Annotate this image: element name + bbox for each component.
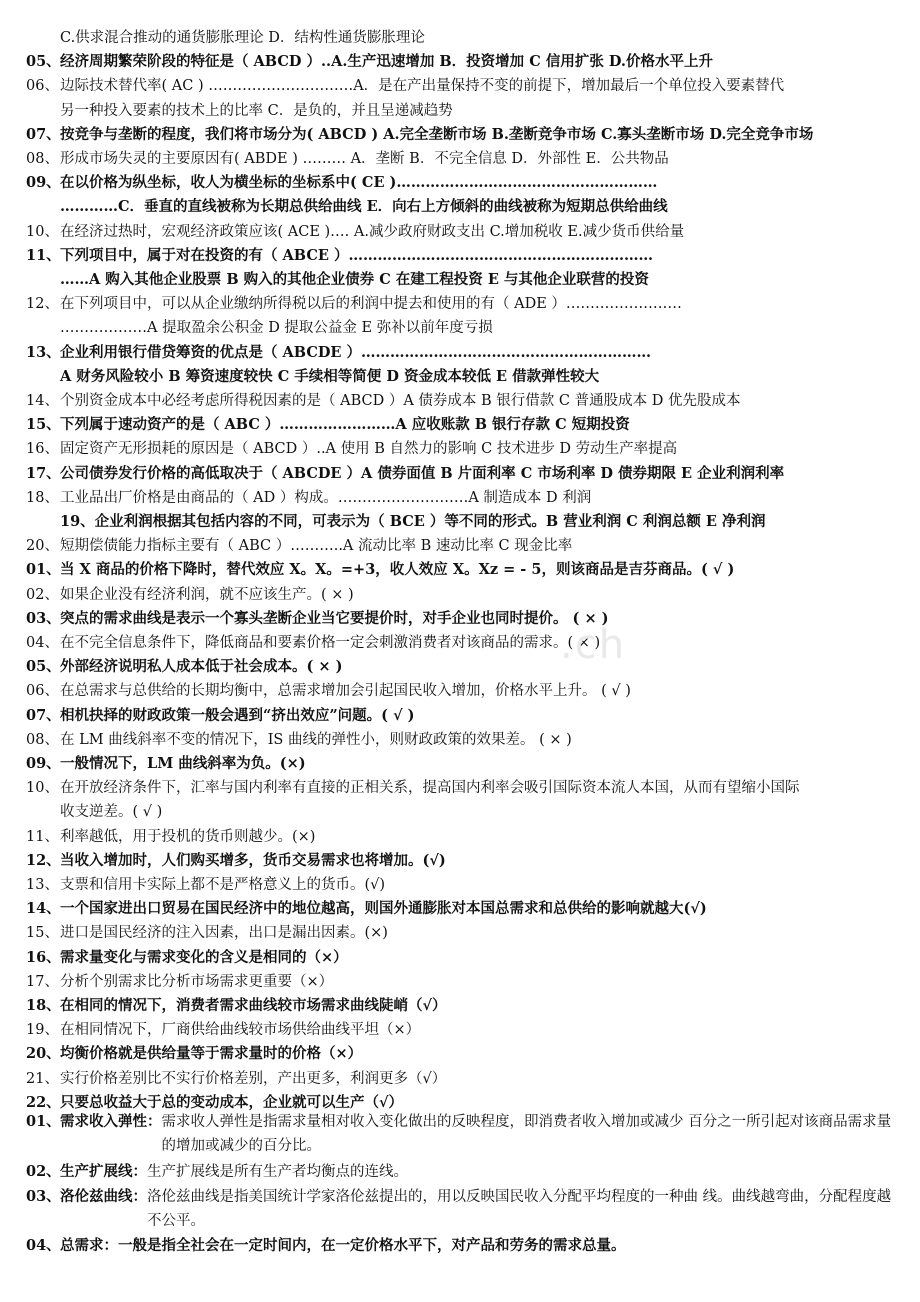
line-text: 如果企业没有经济利润，就不应该生产。( × )	[60, 586, 354, 603]
item-number: 01、	[26, 1113, 61, 1130]
line-text: 另一种投入要素的技术上的比率 C．是负的，并且呈递减趋势	[60, 102, 453, 119]
document-line	[26, 921, 902, 945]
line-text: ………………A 提取盈余公积金 D 提取公益金 E 弥补以前年度亏损	[60, 320, 493, 337]
line-text: 相机抉择的财政政策一般会遇到“挤出效应”问题。( √ )	[60, 706, 415, 724]
line-text: 在相同情况下，厂商供给曲线较市场供给曲线平坦（×）	[60, 1022, 421, 1039]
item-number: 15、	[26, 925, 59, 942]
document-line	[26, 50, 902, 74]
document-line	[26, 341, 902, 365]
line-text: 突点的需求曲线是表示一个寡头垄断企业当它要提价时，对手企业也同时提价。 ( × )	[60, 609, 609, 627]
line-text: 收支逆差。( √ )	[60, 804, 163, 821]
item-number: 17、	[26, 464, 61, 482]
line-text: 均衡价格就是供给量等于需求量时的价格（×）	[60, 1045, 363, 1063]
item-number: 08、	[26, 151, 59, 167]
item-number: 04、	[26, 635, 59, 651]
line-text: 在不完全信息条件下，降低商品和要素价格一定会刺激消费者对该商品的需求。( × )	[60, 635, 601, 651]
document-line	[26, 462, 902, 486]
document-line	[26, 728, 902, 752]
line-text: 短期偿债能力指标主要有（ ABC ）………..A 流动比率 B 速动比率 C 现金比率	[60, 538, 573, 555]
term-item	[26, 1185, 902, 1233]
document-line	[26, 510, 920, 534]
document-line	[26, 776, 902, 800]
term-item	[26, 1160, 902, 1184]
item-number: 13、	[26, 343, 61, 361]
document-line	[26, 26, 920, 50]
item-number: 17、	[26, 973, 59, 990]
item-number: 08、	[26, 731, 59, 748]
item-number: 21、	[26, 1070, 59, 1087]
line-text: 进口是国民经济的注入因素，出口是漏出因素。(×)	[60, 925, 388, 942]
line-text: 在相同的情况下，消费者需求曲线较市场需求曲线陡峭（√）	[60, 997, 447, 1014]
line-text: 在经济过热时，宏观经济政策应该( ACE )…. A.减少政府财政支出 C.增加税收 E.减少货币供给量	[60, 223, 685, 240]
document-line	[26, 1018, 902, 1042]
document-line	[26, 171, 902, 195]
item-number: 11、	[26, 246, 61, 264]
line-text: 企业利用银行借贷筹资的优点是（ ABCDE ）……………………………………………………	[60, 343, 652, 361]
line-text: 下列属于速动资产的是（ ABC ）……………………A 应收账款 B 银行存款 C 短期投资	[60, 416, 630, 434]
line-text: 在以价格为纵坐标，收人为横坐标的坐标系中( CE )………………………………………………	[60, 174, 658, 192]
line-text: 一个国家进出口贸易在国民经济中的地位越高，则国外通膨胀对本国总需求和总供给的影响就越大(√)	[60, 900, 707, 918]
term-item	[26, 1110, 902, 1158]
document-line	[26, 147, 902, 171]
line-text: 当 X 商品的价格下降时，替代效应 X。X。=+3，收人效应 X。Xz = - 5，则该商品是吉芬商品。( √ )	[60, 561, 735, 579]
item-number: 03、	[26, 1188, 61, 1205]
item-number: 14、	[26, 393, 59, 409]
item-number: 16、	[26, 441, 59, 458]
item-number: 07、	[26, 706, 61, 724]
document-line	[26, 437, 902, 461]
item-number: 15、	[26, 416, 61, 434]
item-number: 09、	[26, 755, 61, 772]
item-number: 20、	[26, 538, 59, 555]
item-number: 02、	[26, 586, 59, 603]
line-text: 形成市场失灵的主要原因有( ABDE ) ……… A．垄断 B．不完全信息 D．外部性 E．公共物品	[60, 151, 669, 167]
document-line	[26, 292, 902, 316]
item-number: 14、	[26, 900, 61, 918]
line-text: 利率越低，用于投机的货币则越少。(×)	[60, 828, 316, 845]
term-definition: 一般是指全社会在一定时间内，在一定价格水平下，对产品和劳务的需求总量。	[118, 1237, 626, 1254]
line-text: 公司债券发行价格的高低取决于（ ABCDE ）A 债券面值 B 片面利率 C 市场利率 D 债券期限 E 企业利润利率	[60, 464, 785, 482]
document-line	[26, 800, 920, 824]
item-number: 12、	[26, 851, 61, 869]
line-text: ……A 购入其他企业股票 B 购入的其他企业债券 C 在建工程投资 E 与其他企业联营的投资	[60, 271, 649, 288]
line-text: C.供求混合推动的通货膨胀理论 D．结构性通货膨胀理论	[60, 30, 425, 46]
item-number: 04、	[26, 1237, 61, 1254]
term-item	[26, 1234, 902, 1258]
item-number: 01、	[26, 561, 61, 579]
line-text: 在总需求与总供给的长期均衡中，总需求增加会引起国民收入增加，价格水平上升。 ( √ )	[60, 683, 631, 700]
line-text: 当收入增加时，人们购买增多，货币交易需求也将增加。(√)	[60, 851, 446, 869]
line-text: 分析个别需求比分析市场需求更重要（×）	[60, 973, 334, 990]
term-title: 总需求：	[60, 1237, 118, 1254]
item-number: 12、	[26, 296, 59, 313]
watermark: .ch	[560, 622, 627, 668]
document-line	[26, 897, 902, 921]
term-definition: 洛伦兹曲线是指美国统计学家洛伦兹提出的，用以反映国民收入分配平均程度的一种曲 线。曲线越弯曲，分配程度越不公平。	[147, 1189, 892, 1229]
term-title: 生产扩展线：	[60, 1163, 147, 1180]
document-line	[26, 825, 902, 849]
line-text: 个别资金成本中必经考虑所得税因素的是（ ABCD ）A 债券成本 B 银行借款 C 普通股成本 D 优先股成本	[60, 393, 741, 409]
document-line	[26, 99, 920, 123]
document-line	[26, 655, 902, 679]
line-text: 实行价格差别比不实行价格差别，产出更多，利润更多（√）	[60, 1070, 447, 1087]
line-text: 在 LM 曲线斜率不变的情况下，IS 曲线的弹性小，则财政政策的效果差。 ( × )	[60, 731, 572, 748]
line-text: 按竞争与垄断的程度，我们将市场分为( ABCD ) A.完全垄断市场 B.垄断竞争市场 C.寡头垄断市场 D.完全竞争市场	[60, 125, 814, 143]
line-text: 一般情况下，LM 曲线斜率为负。(×)	[60, 755, 306, 772]
line-text: 19、企业利润根据其包括内容的不同，可表示为（ BCE ）等不同的形式。B 营业利润 C 利润总额 E 净利润	[60, 513, 766, 530]
line-text: …………C．垂直的直线被称为长期总供给曲线 E．向右上方倾斜的曲线被称为短期总供给曲线	[60, 198, 668, 216]
line-text: 只要总收益大于总的变动成本，企业就可以生产（√）	[60, 1093, 404, 1111]
item-number: 20、	[26, 1045, 61, 1063]
line-text: 外部经济说明私人成本低于社会成本。( × )	[60, 658, 343, 676]
line-text: 经济周期繁荣阶段的特征是（ ABCD ）..A.生产迅速增加 B．投资增加 C 信用扩张 D.价格水平上升	[60, 53, 713, 71]
document-line	[26, 1067, 902, 1091]
term-definition: 需求收人弹性是指需求量相对收入变化做出的反映程度，即消费者收入增加或减少 百分之一所引起对该商品需求量的增加或减少的百分比。	[161, 1114, 892, 1154]
document-line	[26, 704, 902, 728]
item-number: 06、	[26, 78, 59, 95]
document-line	[26, 1042, 902, 1066]
line-text: 需求量变化与需求变化的含义是相同的（×）	[60, 948, 348, 966]
document-line	[26, 849, 902, 873]
document-line	[26, 970, 902, 994]
item-number: 10、	[26, 780, 59, 797]
item-number: 03、	[26, 609, 61, 627]
line-text: 在开放经济条件下，汇率与国内利率有直接的正相关系，提高国内利率会吸引国际资本流人本国，从而有望缩小国际	[60, 780, 800, 797]
term-title: 需求收入弹性：	[60, 1113, 162, 1130]
item-number: 19、	[26, 1022, 59, 1039]
line-text: 边际技术替代率( AC ) …………………………A．是在产出量保持不变的前提下，增加最后一个单位投入要素替代	[60, 78, 785, 95]
document-line	[26, 195, 920, 219]
term-title: 洛伦兹曲线：	[60, 1188, 147, 1205]
item-number: 05、	[26, 53, 61, 71]
document-line	[26, 74, 902, 98]
document-line	[26, 946, 902, 970]
document-line	[26, 631, 902, 655]
document-line	[26, 389, 902, 413]
item-number: 11、	[26, 828, 59, 845]
item-number: 02、	[26, 1163, 61, 1180]
document-line	[26, 244, 902, 268]
document-line	[26, 752, 902, 776]
document-line	[26, 583, 902, 607]
document-line	[26, 558, 902, 582]
line-text: 支票和信用卡实际上都不是严格意义上的货币。(√)	[60, 877, 386, 893]
document-line	[26, 873, 902, 897]
document-line	[26, 268, 920, 292]
line-text: 固定资产无形损耗的原因是（ ABCD ）..A 使用 B 自然力的影响 C 技术进步 D 劳动生产率提高	[60, 441, 678, 458]
item-number: 09、	[26, 174, 61, 192]
document-line	[26, 486, 902, 510]
document-line	[26, 607, 902, 631]
item-number: 18、	[26, 997, 61, 1014]
item-number: 16、	[26, 948, 61, 966]
document-line	[26, 316, 920, 340]
document-line	[26, 679, 902, 703]
line-text: A 财务风险较小 B 筹资速度较快 C 手续相等简便 D 资金成本较低 E 借款弹性较大	[60, 367, 600, 385]
document-line	[26, 413, 902, 437]
document-line	[26, 534, 902, 558]
line-text: 工业品出厂价格是由商品的（ AD ）构成。………………………A 制造成本 D 利润	[60, 489, 592, 506]
item-number: 06、	[26, 683, 59, 700]
document-line	[26, 365, 920, 389]
term-definition: 生产扩展线是所有生产者均衡点的连线。	[147, 1164, 408, 1180]
document-line	[26, 123, 902, 147]
item-number: 13、	[26, 877, 59, 893]
document-line	[26, 994, 902, 1018]
item-number: 10、	[26, 223, 59, 240]
item-number: 18、	[26, 489, 59, 506]
document-line	[26, 220, 902, 244]
item-number: 05、	[26, 658, 61, 676]
line-text: 在下列项目中，可以从企业缴纳所得税以后的利润中提去和使用的有（ ADE ）……………………	[60, 296, 682, 313]
item-number: 22、	[26, 1093, 61, 1111]
item-number: 07、	[26, 125, 61, 143]
line-text: 下列项目中，属于对在投资的有（ ABCE ）………………………………………………………	[60, 246, 653, 264]
